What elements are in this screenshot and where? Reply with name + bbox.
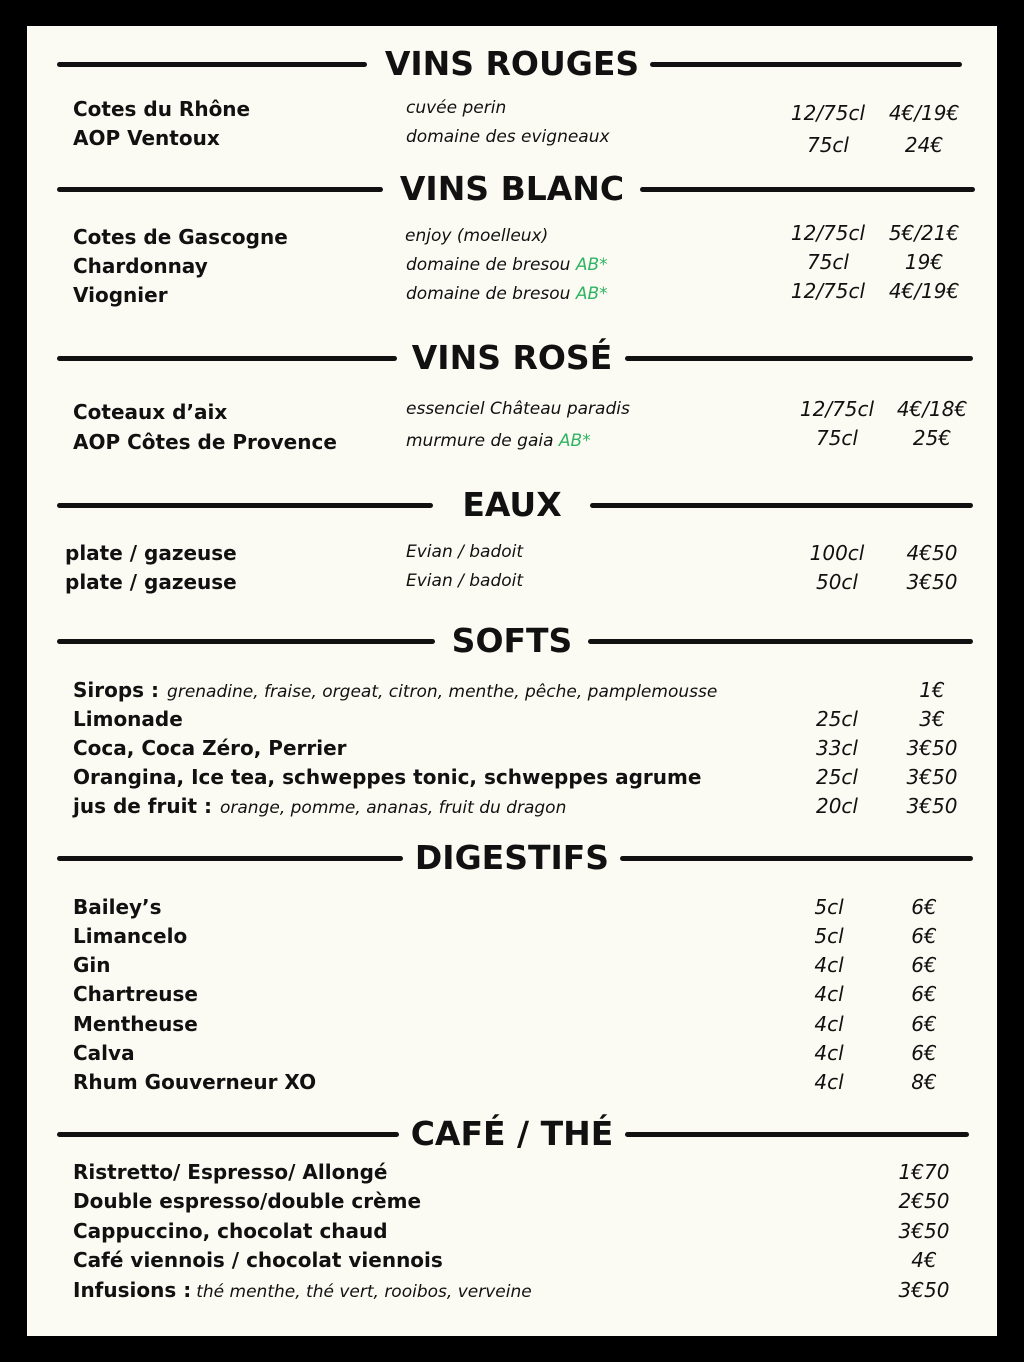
menu-item [27,124,997,157]
item-name: AOP Ventoux [73,126,220,150]
item-name: Chartreuse [73,982,198,1006]
item-price: 3€50 [906,736,958,760]
item-name: Orangina, Ice tea, schweppes tonic, schweppes agrume [73,765,702,789]
menu-item [27,1158,997,1187]
item-volume: 100cl [809,541,865,565]
item-volume: 5cl [814,924,844,948]
section-header-digestifs [27,838,997,878]
item-price: 2€50 [898,1189,950,1213]
organic-label: AB* [575,255,608,275]
item-volume: 12/75cl [799,397,875,421]
item-price: 25€ [912,426,952,450]
menu-item [27,763,997,792]
item-price: 5€/21€ [888,221,960,245]
section-title: VINS BLANC [399,169,625,208]
item-price: 4€50 [906,541,958,565]
item-description: domaine des evigneaux [406,127,610,147]
item-description: thé menthe, thé vert, rooibos, verveine [196,1282,532,1302]
section-header-cafe-the [27,1114,997,1154]
divider-line [650,62,962,67]
item-volume: 33cl [815,736,858,760]
item-name: Double espresso/double crème [73,1189,422,1213]
item-name: Chardonnay [73,254,208,278]
section-title: VINS ROUGES [384,44,640,83]
menu-item [27,922,997,951]
item-description: murmure de gaia AB* [406,431,591,451]
item-volume: 20cl [815,794,858,818]
item-volume: 12/75cl [790,221,866,245]
item-volume: 25cl [815,765,858,789]
item-price: 19€ [904,250,944,274]
divider-line [625,356,973,361]
section-title: VINS ROSÉ [411,338,613,377]
item-price: 1€ [919,678,945,702]
item-volume: 4cl [814,953,844,977]
item-price: 24€ [904,133,944,157]
item-description: cuvée perin [406,98,507,118]
item-price: 6€ [911,953,937,977]
item-price: 3€50 [898,1278,950,1302]
divider-line [590,503,973,508]
item-description: domaine de bresou AB* [406,284,608,304]
item-price: 3€50 [906,794,958,818]
divider-line [588,639,973,644]
item-price: 3€ [919,707,945,731]
section-title: DIGESTIFS [414,838,610,877]
item-name: Infusions : thé menthe, thé vert, rooibos, verveine [73,1278,532,1302]
section-header-vins-rouges [27,44,997,84]
item-description: essenciel Château paradis [406,399,630,419]
item-volume: 75cl [806,250,849,274]
item-name: Café viennois / chocolat viennois [73,1248,443,1272]
item-name: Cappuccino, chocolat chaud [73,1219,388,1243]
item-price: 4€ [911,1248,937,1272]
menu-item [27,951,997,980]
item-volume: 4cl [814,982,844,1006]
menu-item [27,568,997,597]
item-price: 3€50 [906,765,958,789]
item-price: 4€/18€ [896,397,968,421]
item-price: 8€ [911,1070,937,1094]
item-name: Coca, Coca Zéro, Perrier [73,736,347,760]
organic-label: AB* [558,431,591,451]
item-name: Viognier [73,283,168,307]
item-price: 1€70 [898,1160,950,1184]
item-volume: 50cl [815,570,858,594]
item-volume: 75cl [806,133,849,157]
section-title: CAFÉ / THÉ [410,1114,614,1153]
item-volume: 12/75cl [790,101,866,125]
item-name: Cotes de Gascogne [73,225,288,249]
item-name: Cotes du Rhône [73,97,251,121]
item-price: 6€ [911,982,937,1006]
section-header-softs [27,621,997,661]
menu-item [27,1010,997,1039]
item-name: AOP Côtes de Provence [73,430,337,454]
menu-item [27,1276,997,1305]
item-volume: 75cl [815,426,858,450]
item-price: 6€ [911,895,937,919]
menu-item [27,792,997,821]
item-name: Gin [73,953,111,977]
menu-item [27,428,997,457]
section-header-vins-rose [27,338,997,378]
menu-item [27,676,997,705]
menu-item [27,281,997,310]
item-description: domaine de bresou AB* [406,255,608,275]
organic-label: AB* [575,284,608,304]
item-name: Sirops : grenadine, fraise, orgeat, citron, menthe, pêche, pamplemousse [73,678,718,702]
menu-item [27,1039,997,1068]
item-name: jus de fruit : orange, pomme, ananas, fruit du dragon [73,794,567,818]
item-name: Rhum Gouverneur XO [73,1070,317,1094]
item-volume: 25cl [815,707,858,731]
item-volume: 4cl [814,1041,844,1065]
menu-item [27,95,997,124]
menu-item [27,539,997,568]
item-price: 3€50 [906,570,958,594]
item-price: 6€ [911,924,937,948]
section-header-eaux [27,485,997,525]
item-volume: 12/75cl [790,279,866,303]
menu-item [27,705,997,734]
item-description: Evian / badoit [406,542,524,562]
menu-item [27,1187,997,1216]
item-name: Limonade [73,707,183,731]
item-description: orange, pomme, ananas, fruit du dragon [219,798,567,818]
menu-item [27,1068,997,1097]
menu-item [27,398,997,427]
item-name: Limancelo [73,924,188,948]
divider-line [620,856,973,861]
item-price: 6€ [911,1041,937,1065]
menu-item [27,1217,997,1246]
divider-line [625,1132,969,1137]
section-title: SOFTS [451,621,573,660]
item-name: Bailey’s [73,895,162,919]
item-name: Calva [73,1041,135,1065]
item-name: Mentheuse [73,1012,198,1036]
item-price: 4€/19€ [888,279,960,303]
item-volume: 4cl [814,1012,844,1036]
item-name: Coteaux d’aix [73,400,228,424]
item-description: enjoy (moelleux) [405,226,549,246]
item-volume: 5cl [814,895,844,919]
item-name: plate / gazeuse [65,570,237,594]
menu-item [27,980,997,1009]
item-volume: 4cl [814,1070,844,1094]
menu-item [27,734,997,763]
item-name: Ristretto/ Espresso/ Allongé [73,1160,388,1184]
section-header-vins-blanc [27,169,997,209]
menu-item [27,893,997,922]
item-description: Evian / badoit [406,571,524,591]
section-title: EAUX [462,485,562,524]
menu-page [27,26,997,1336]
menu-item [27,1246,997,1275]
divider-line [640,187,975,192]
item-price: 6€ [911,1012,937,1036]
item-price: 3€50 [898,1219,950,1243]
item-name: plate / gazeuse [65,541,237,565]
item-price: 4€/19€ [888,101,960,125]
item-description: grenadine, fraise, orgeat, citron, menthe, pêche, pamplemousse [167,682,718,702]
